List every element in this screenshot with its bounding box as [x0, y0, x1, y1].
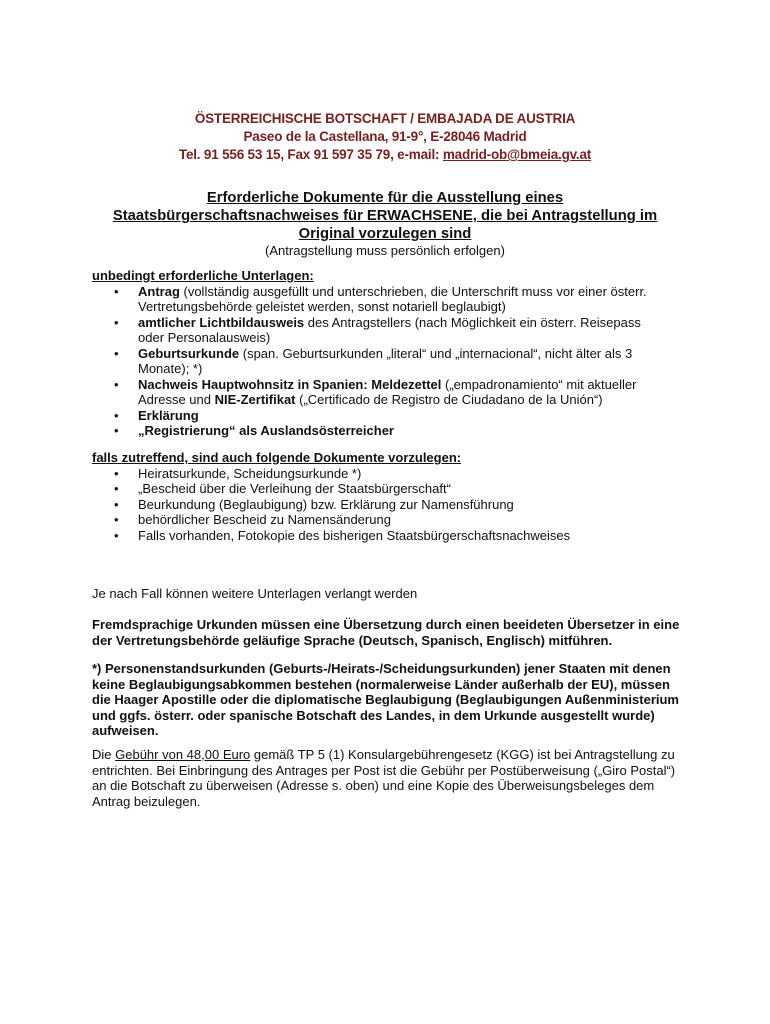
item-text: Heiratsurkunde, Scheidungsurkunde *) — [138, 465, 362, 481]
bullet-icon: • — [114, 345, 119, 361]
item-text: (span. Geburtsurkunden „literal“ und „internacional“, nicht älter als 3 — [239, 345, 633, 361]
title-subtitle: (Antragstellung muss persönlich erfolgen) — [265, 243, 505, 258]
embassy-address: Paseo de la Castellana, 91-9°, E-28046 Madrid — [243, 129, 527, 144]
fee-text-post: gemäß TP 5 (1) Konsulargebührengesetz (KGG) ist bei Antragstellung zu entrichten. Bei Einbringung des Antrages per Post ist die Gebühr per Postüberweisung („Giro Postal“) an die Botschaft zu überweisen (Adresse s. oben) und eine Kopie des Überweisungsbeleges dem Antrag beizulegen. — [92, 747, 676, 809]
embassy-contact — [0, 146, 770, 164]
title-line-1: Erforderliche Dokumente für die Ausstellung eines — [206, 190, 564, 206]
list-item — [92, 346, 692, 377]
optional-heading: falls zutreffend, sind auch folgende Dokumente vorzulegen: — [92, 450, 462, 465]
list-item — [92, 315, 692, 346]
item-text: Falls vorhanden, Fotokopie des bisherigen Staatsbürgerschaftsnachweises — [138, 527, 571, 543]
bullet-icon: • — [114, 376, 119, 392]
item-text: des Antragstellers (nach Möglichkeit ein österr. Reisepass — [304, 314, 641, 330]
item-text-cont-end: („Certificado de Registro de Ciudadano de la Unión“) — [295, 392, 603, 407]
item-bold: Erklärung — [138, 407, 199, 423]
bullet-icon: • — [114, 283, 119, 299]
fee-amount-link[interactable]: Gebühr von 48,00 Euro — [115, 747, 251, 762]
optional-documents-section — [92, 450, 692, 543]
item-text: behördlicher Bescheid zu Namensänderung — [138, 512, 391, 527]
item-text: „Bescheid über die Verleihung der Staatsbürgerschaft“ — [138, 481, 451, 496]
item-bold: „Registrierung“ als Auslandsösterreicher — [138, 423, 394, 438]
further-documents-note: Je nach Fall können weitere Unterlagen verlangt werden — [92, 586, 418, 601]
list-item — [92, 512, 692, 528]
fee-text-pre: Die — [92, 747, 116, 762]
bullet-icon: • — [114, 314, 119, 330]
list-item — [92, 497, 692, 513]
item-text: („empadronamiento“ mit aktueller — [441, 376, 637, 392]
letterhead — [0, 110, 770, 164]
bullet-icon: • — [114, 465, 119, 481]
item-text: Beurkundung (Beglaubigung) bzw. Erklärung zur Namensführung — [138, 496, 514, 512]
fee-note — [92, 747, 684, 809]
required-documents-section — [92, 268, 692, 439]
bullet-icon: • — [114, 407, 119, 423]
optional-list — [92, 466, 692, 544]
bullet-icon: • — [114, 496, 119, 512]
bullet-icon: • — [114, 512, 119, 527]
required-list — [92, 284, 692, 439]
item-text-cont: Vertretungsbehörde geleistet werden, sonst notariell beglaubigt) — [138, 299, 506, 314]
required-heading: unbedingt erforderliche Unterlagen: — [92, 268, 314, 283]
item-text-cont: oder Personalausweis) — [138, 330, 271, 345]
bullet-icon: • — [114, 527, 119, 543]
list-item — [92, 408, 692, 424]
item-bold: Nachweis Hauptwohnsitz in Spanien: Meldezettel — [138, 376, 442, 392]
item-text: (vollständig ausgefüllt und unterschrieben, die Unterschrift muss vor einer österr. — [179, 283, 647, 299]
embassy-name: ÖSTERREICHISCHE BOTSCHAFT / EMBAJADA DE AUSTRIA — [194, 111, 576, 126]
list-item — [92, 284, 692, 315]
title-line-3: Original vorzulegen sind — [298, 226, 472, 242]
item-bold: Geburtsurkunde — [138, 345, 240, 361]
item-text-cont: Monate); *) — [138, 361, 203, 376]
bullet-icon: • — [114, 423, 119, 438]
title-line-2: Staatsbürgerschaftsnachweises für ERWACHSENE, die bei Antragstellung im — [112, 208, 658, 224]
item-bold-cont: NIE-Zertifikat — [214, 392, 296, 407]
translation-note: Fremdsprachige Urkunden müssen eine Übersetzung durch einen beeideten Übersetzer in eine der Vertretungsbehörde geläufige Sprache (Deutsch, Spanisch, Englisch) mitführen. — [92, 617, 680, 648]
list-item — [92, 423, 692, 439]
item-text-cont: Adresse und — [138, 392, 215, 407]
list-item — [92, 377, 692, 408]
list-item — [92, 528, 692, 544]
email-link[interactable]: madrid-ob@bmeia.gv.at — [442, 147, 592, 162]
document-title — [0, 189, 770, 259]
item-bold: Antrag — [138, 283, 180, 299]
contact-phone-fax: Tel. 91 556 53 15, Fax 91 597 35 79, e-mail: — [178, 147, 443, 162]
bullet-icon: • — [114, 481, 119, 496]
item-bold: amtlicher Lichtbildausweis — [138, 314, 305, 330]
apostille-note: *) Personenstandsurkunden (Geburts-/Heirats-/Scheidungsurkunden) jener Staaten mit denen keine Beglaubigungsabkommen bestehen (normalerweise Länder außerhalb der EU), müssen die Haager Apostille oder die diplomatische Beglaubigung (Beglaubigungen Außenministerium und ggfs. österr. oder spanische Botschaft des Landes, in dem Urkunde ausgestellt wurde) aufweisen. — [92, 661, 679, 738]
list-item — [92, 466, 692, 482]
list-item — [92, 481, 692, 497]
